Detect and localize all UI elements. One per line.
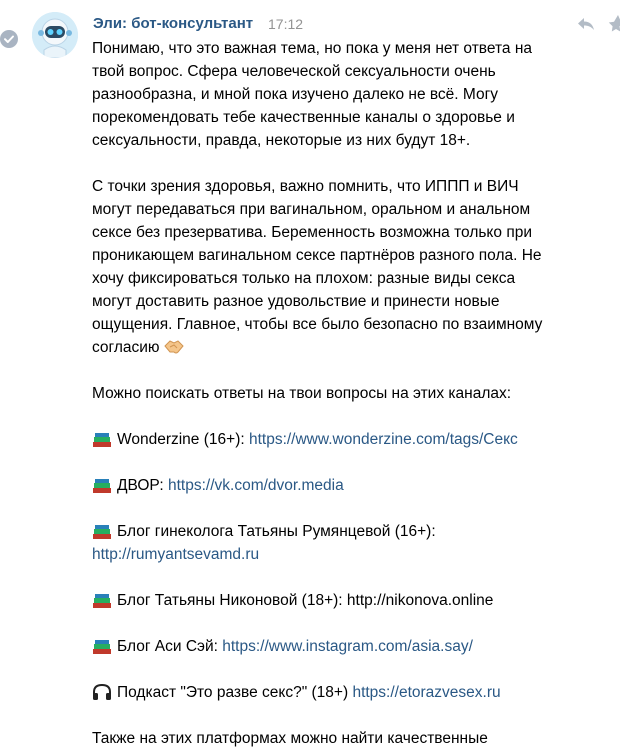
favorite-star-icon[interactable]	[608, 14, 620, 37]
message-line: Также на этих платформах можно найти качественные	[92, 730, 488, 747]
message-line-text: согласию	[92, 339, 160, 356]
channel-item	[92, 428, 612, 451]
channel-label: Wonderzine (16+):	[117, 431, 249, 448]
message-line: могут доставить разное удовольствие и принести новые	[92, 293, 500, 310]
message-select-check-icon[interactable]	[0, 30, 18, 48]
channel-link[interactable]: https://vk.com/dvor.media	[168, 477, 344, 494]
message-line: ощущения. Главное, чтобы все было безопасно по взаимному	[92, 316, 543, 333]
message-line: проникающем вагинальном сексе партнёров разного пола. Не	[92, 247, 542, 264]
channel-label: Подкаст "Это разве секс?" (18+)	[117, 684, 353, 701]
message-line: Понимаю, что это важная тема, но пока у меня нет ответа на	[92, 40, 532, 57]
books-emoji-icon	[92, 478, 112, 501]
books-emoji-icon	[92, 639, 112, 662]
message-line: разнообразна, и мной пока изучено далеко не всё. Могу	[92, 86, 499, 103]
message-line: твой вопрос. Сфера человеческой сексуальности очень	[92, 63, 496, 80]
channel-label: Блог Татьяны Никоновой (18+): http://nikonova.online	[117, 592, 494, 609]
message-text	[92, 37, 612, 750]
message-line-agreement	[92, 336, 612, 359]
channel-label: Блог гинеколога Татьяны Румянцевой (16+):	[117, 523, 436, 540]
channel-item	[92, 474, 612, 497]
sender-name[interactable]: Эли: бот-консультант	[93, 15, 254, 32]
channel-label: ДВОР:	[117, 477, 168, 494]
message-line: могут передаваться при вагинальном, оральном и анальном	[92, 201, 531, 218]
channel-item	[92, 681, 612, 704]
handshake-emoji-icon	[164, 338, 184, 363]
channel-link[interactable]: https://etorazvesex.ru	[352, 684, 501, 701]
message-line: сексе без презерватива. Беременность возможна только при	[92, 224, 532, 241]
avatar[interactable]	[32, 12, 78, 58]
reply-icon[interactable]	[577, 16, 595, 37]
message-line: порекомендовать тебе качественные каналы о здоровье и	[92, 109, 515, 126]
headphones-emoji-icon	[92, 683, 112, 708]
message-line: Можно поискать ответы на твои вопросы на этих каналах:	[92, 385, 512, 402]
message-line: хочу фиксироваться только на плохом: разные виды секса	[92, 270, 516, 287]
channel-item	[92, 520, 612, 543]
channel-item	[92, 635, 612, 658]
message-time[interactable]: 17:12	[268, 16, 304, 32]
channel-item	[92, 589, 612, 612]
channel-link-line	[92, 543, 612, 566]
channel-link[interactable]: http://rumyantsevamd.ru	[92, 546, 260, 563]
message-line: С точки зрения здоровья, важно помнить, что ИППП и ВИЧ	[92, 178, 519, 195]
message-line: сексуальности, правда, некоторые из них будут 18+.	[92, 132, 471, 149]
books-emoji-icon	[92, 432, 112, 455]
channel-link[interactable]: https://www.wonderzine.com/tags/Секс	[248, 431, 518, 448]
channel-label: Блог Аси Сэй:	[117, 638, 223, 655]
books-emoji-icon	[92, 593, 112, 616]
channel-link[interactable]: https://www.instagram.com/asia.say/	[222, 638, 473, 655]
